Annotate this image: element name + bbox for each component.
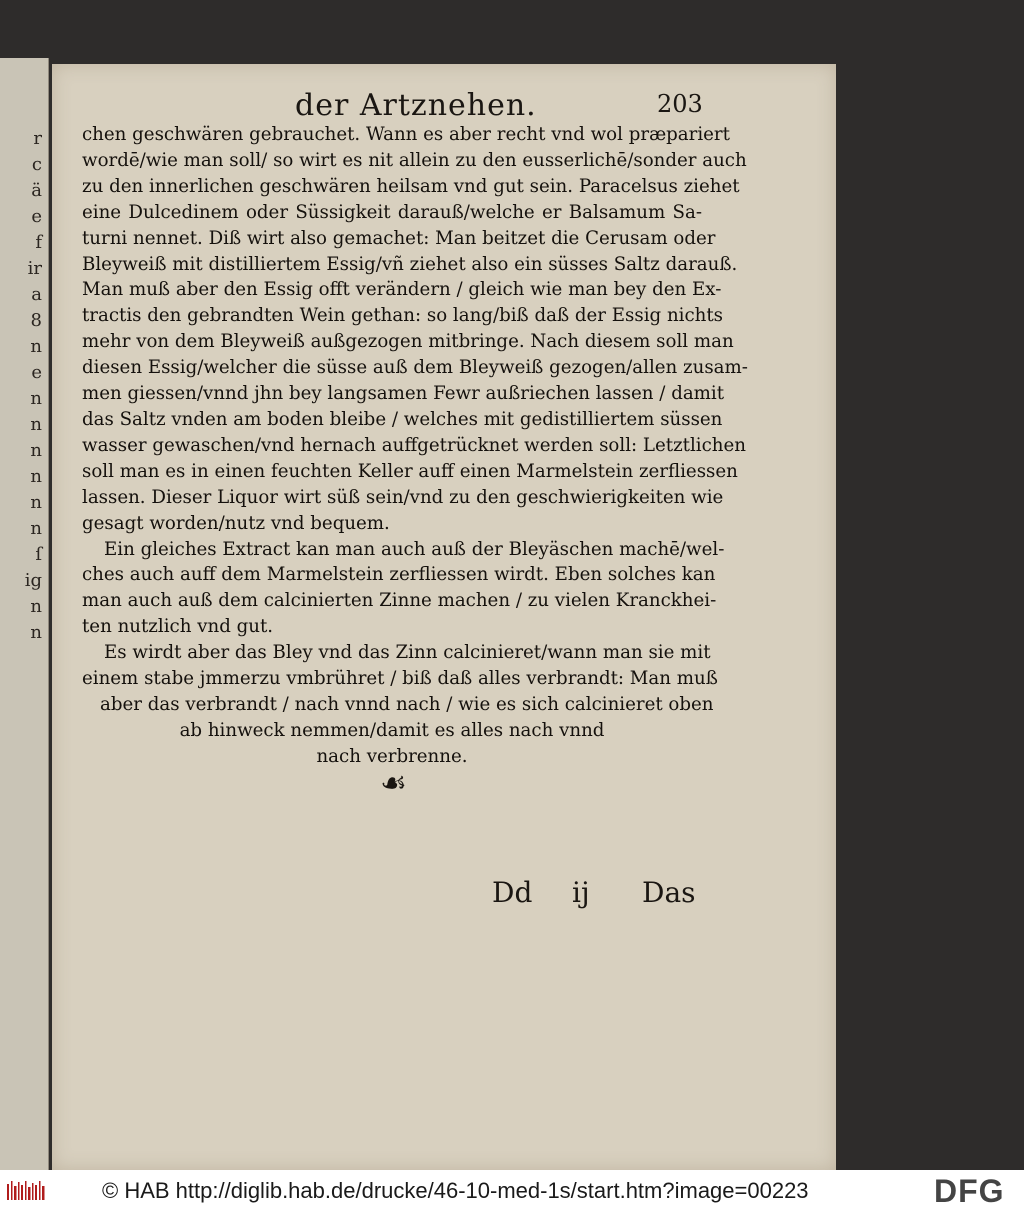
copyright-url-text: © HAB http://diglib.hab.de/drucke/46-10-med-1s/start.htm?image=00223 [102, 1178, 809, 1203]
text-line: aber das verbrandt / nach vnnd nach / wie es sich calcinieret oben [100, 693, 714, 715]
text-line: ab hinweck nemmen/damit es alles nach vnnd [179, 719, 605, 741]
edge-fragment: a [31, 284, 42, 305]
edge-fragment: ä [31, 180, 42, 201]
edge-fragment: n [30, 492, 42, 513]
text-line: diesen Essig/welcher die süsse auß dem Bleyweiß gezogen/allen zusam- [82, 357, 748, 379]
text-line: eine Dulcedinem oder Süssigkeit darauß/welche er Balsamum Sa- [82, 201, 702, 223]
signature-mark: Dd [492, 876, 533, 909]
edge-fragment: e [31, 362, 42, 383]
text-line: man auch auß dem calcinierten Zinne machen / zu vielen Kranckhei- [82, 590, 717, 612]
book-page [52, 64, 836, 1170]
text-line: Man muß aber den Essig offt verändern / gleich wie man bey den Ex- [82, 279, 722, 301]
text-line: ten nutzlich vnd gut. [82, 616, 274, 638]
edge-fragment: n [30, 414, 42, 435]
edge-fragment: n [30, 336, 42, 357]
edge-fragment: n [30, 466, 42, 487]
page-header [52, 84, 836, 124]
text-line: Bleyweiß mit distilliertem Essig/vñ ziehet also ein süsses Saltz darauß. [82, 253, 738, 275]
text-line: turni nennet. Diß wirt also gemachet: Man beitzet die Cerusam oder [82, 227, 716, 249]
footer-bar [0, 1170, 1024, 1212]
edge-fragment: 8 [30, 310, 42, 331]
text-line: gesagt worden/nutz vnd bequem. [82, 512, 390, 534]
text-line: lassen. Dieser Liquor wirt süß sein/vnd zu den geschwierigkeiten wie [82, 486, 724, 508]
text-line: wasser gewaschen/vnd hernach auffgetrücknet werden soll: Letztlichen [82, 434, 746, 456]
edge-fragment: n [30, 388, 42, 409]
edge-fragment: e [31, 206, 42, 227]
text-line: einem stabe jmmerzu vmbrühret / biß daß alles verbrandt: Man muß [82, 668, 718, 690]
running-head: der Artznehen. [295, 88, 537, 123]
edge-fragment: n [30, 622, 42, 643]
page-number: 203 [657, 90, 703, 118]
text-line: men giessen/vnnd jhn bey langsamen Fewr außriechen lassen / damit [82, 383, 725, 405]
text-line: Es wirdt aber das Bley vnd das Zinn calcinieret/wann man sie mit [104, 642, 711, 664]
edge-fragment: r [33, 128, 42, 149]
catchword-line [492, 876, 702, 916]
edge-fragment: ig [24, 570, 42, 591]
text-line: nach verbrenne. [316, 745, 468, 767]
page-body-text [82, 122, 748, 770]
catchword: Das [642, 876, 696, 909]
hab-barcode-icon [6, 1178, 46, 1204]
edge-fragment: n [30, 440, 42, 461]
signature-number: ij [572, 876, 590, 909]
text-line: ches auch auff dem Marmelstein zerfliessen wirdt. Eben solches kan [82, 564, 716, 586]
text-line: wordē/wie man soll/ so wirt es nit allein zu den eusserlichē/sonder auch [82, 149, 747, 171]
edge-fragment: c [31, 154, 42, 175]
edge-fragment: f [35, 232, 42, 253]
text-line: chen geschwären gebrauchet. Wann es aber recht vnd wol præpariert [82, 124, 730, 145]
edge-fragment: n [30, 518, 42, 539]
fleuron-ornament: ☙ [380, 766, 407, 801]
text-line: tractis den gebrandten Wein gethan: so lang/biß daß der Essig nichts [82, 305, 724, 327]
dfg-logo: DFG [934, 1173, 1005, 1209]
edge-fragment: ir [27, 258, 42, 279]
text-line: mehr von dem Bleyweiß außgezogen mitbringe. Nach diesem soll man [82, 331, 734, 353]
text-line: das Saltz vnden am boden bleibe / welches mit gedistilliertem süssen [82, 408, 723, 430]
text-line: soll man es in einen feuchten Keller auff einen Marmelstein zerfliessen [82, 460, 738, 482]
edge-fragment: n [30, 596, 42, 617]
text-line: Ein gleiches Extract kan man auch auß der Bleyäschen machē/wel- [104, 538, 725, 560]
text-line: zu den innerlichen geschwären heilsam vnd gut sein. Paracelsus ziehet [82, 175, 740, 197]
previous-page-edge [0, 58, 49, 1170]
edge-fragment: ſ [35, 544, 42, 565]
